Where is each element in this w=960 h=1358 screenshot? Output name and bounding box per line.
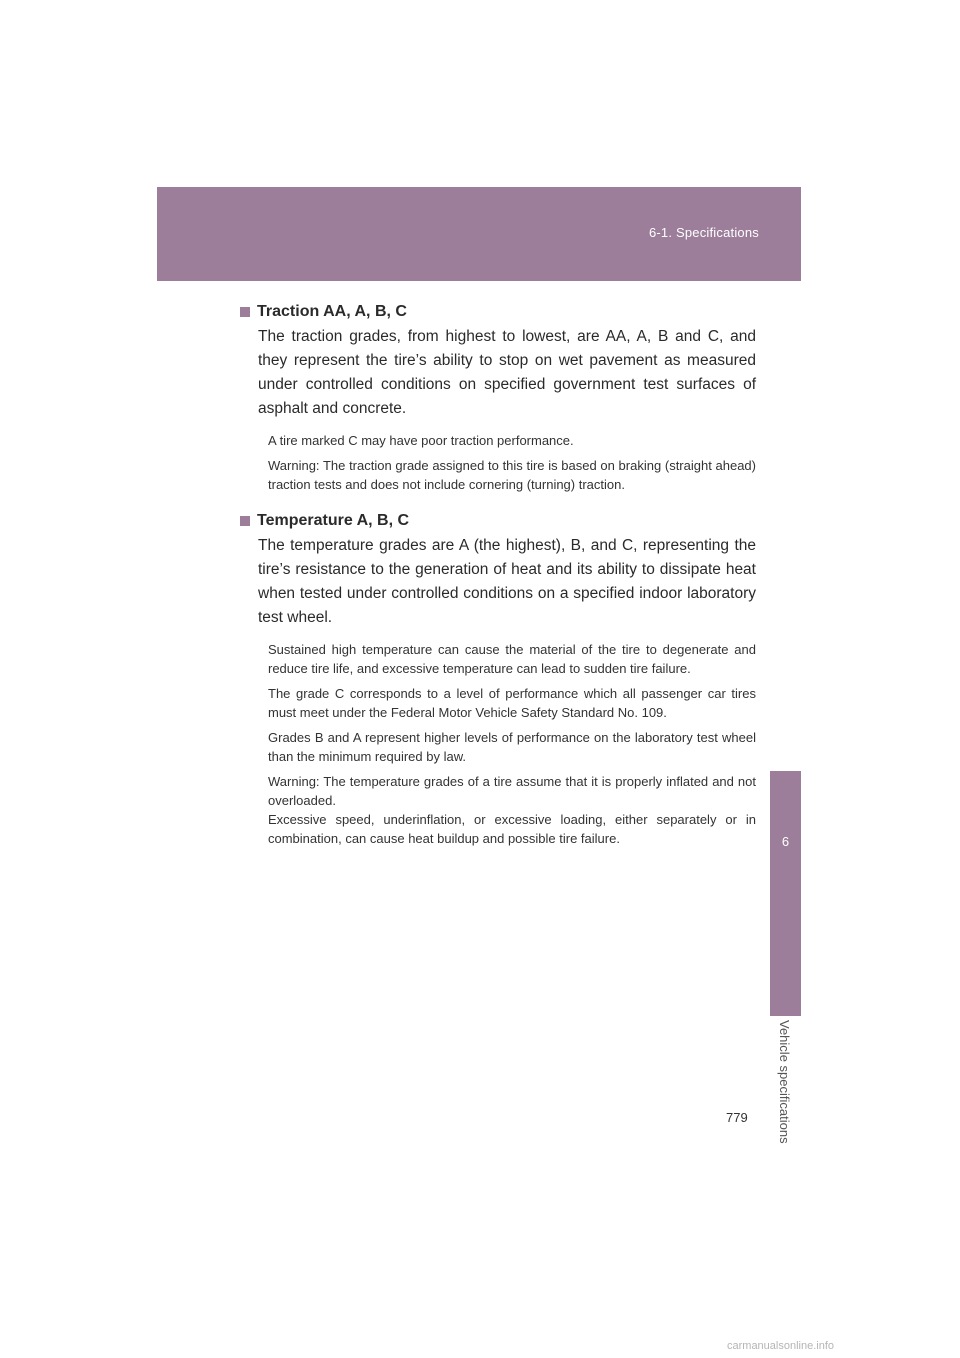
section-heading-text: Temperature A, B, C [257, 512, 410, 529]
page-number: 779 [726, 1110, 748, 1125]
section-note: Grades B and A represent higher levels of performance on the laboratory test wheel than the minimum required by law. [268, 730, 756, 764]
section-heading-text: Traction AA, A, B, C [257, 303, 407, 320]
section-body-text: The traction grades, from highest to lowest, are AA, A, B and C, and they represent the tire’s ability to stop on wet pavement as measured under controlled conditions on specified government test surfaces of asphalt and concrete. [258, 328, 756, 417]
section-note: Excessive speed, underinflation, or excessive loading, either separately or in combination, can cause heat buildup and possible tire failure. [268, 812, 756, 846]
section-note: Warning: The temperature grades of a tire assume that it is properly inflated and not overloaded. [268, 774, 756, 808]
watermark-text: carmanualsonline.info [727, 1340, 835, 1352]
section-heading-temperature [240, 512, 756, 530]
page-content [240, 303, 756, 854]
chapter-number: 6 [781, 834, 790, 849]
square-bullet-icon [240, 516, 250, 526]
section-note: Sustained high temperature can cause the material of the tire to degenerate and reduce tire life, and excessive temperature can lead to sudden tire failure. [268, 642, 756, 676]
section-note: Warning: The traction grade assigned to this tire is based on braking (straight ahead) traction tests and does not include cornering (turning) traction. [268, 458, 756, 492]
chapter-header-title: 6-1. Specifications [648, 225, 759, 240]
section-note: A tire marked C may have poor traction performance. [268, 433, 574, 448]
square-bullet-icon [240, 307, 250, 317]
chapter-side-tab [770, 771, 801, 1016]
chapter-side-label-text: Vehicle specifications [776, 1020, 792, 1144]
section-heading-traction [240, 303, 756, 321]
chapter-header-band [157, 187, 801, 281]
chapter-side-label [770, 1020, 801, 1220]
section-note: The grade C corresponds to a level of performance which all passenger car tires must meet under the Federal Motor Vehicle Safety Standard No. 109. [268, 686, 756, 720]
section-body-text: The temperature grades are A (the highest), B, and C, representing the tire’s resistance to the generation of heat and its ability to dissipate heat when tested under controlled conditions on a specified indoor laboratory test wheel. [258, 537, 756, 626]
